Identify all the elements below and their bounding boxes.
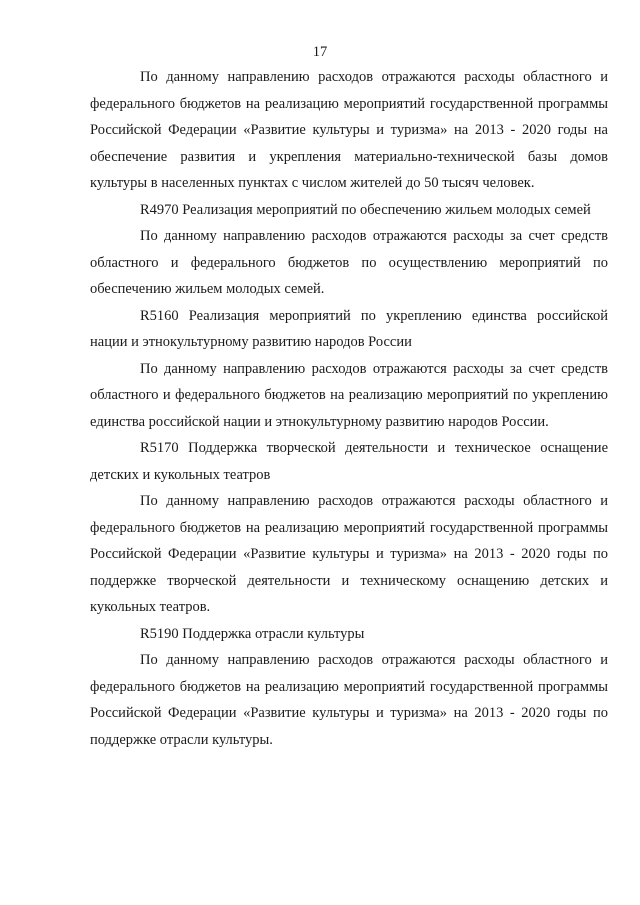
- paragraph-description: По данному направлению расходов отражаются расходы за счет средств областного и федерального бюджетов на реализацию мероприятий по укреплению единства российской нации и этнокультурному развитию народов России.: [90, 360, 608, 430]
- document-body: [90, 64, 608, 753]
- paragraph-description: По данному направлению расходов отражаются расходы областного и федерального бюджетов на реализацию мероприятий государственной программы Российской Федерации «Развитие культуры и туризма» на 2013 - 2020 годы по поддержке отрасли культуры.: [90, 652, 608, 748]
- page-number: 17: [312, 44, 328, 60]
- heading-r5160: R5160 Реализация мероприятий по укреплению единства российской нации и этнокультурному развитию народов России: [90, 307, 608, 350]
- paragraph-description: По данному направлению расходов отражаются расходы областного и федерального бюджетов на реализацию мероприятий государственной программы Российской Федерации «Развитие культуры и туризма» на 2013 - 2020 годы по поддержке творческой деятельности и техническому оснащению детских и кукольных театров.: [90, 493, 608, 615]
- heading-r5170: R5170 Поддержка творческой деятельности и техническое оснащение детских и кукольных театров: [90, 440, 608, 483]
- heading-r4970: R4970 Реализация мероприятий по обеспечению жильем молодых семей: [140, 201, 591, 218]
- paragraph-description: По данному направлению расходов отражаются расходы за счет средств областного и федерального бюджетов по осуществлению мероприятий по обеспечению жильем молодых семей.: [90, 228, 608, 297]
- paragraph-description: По данному направлению расходов отражаются расходы областного и федерального бюджетов на реализацию мероприятий государственной программы Российской Федерации «Развитие культуры и туризма» на 2013 - 2020 годы на обеспечение развития и укрепления материально-технической базы домов культуры в населенных пунктах с числом жителей до 50 тысяч человек.: [90, 69, 608, 191]
- heading-r5190: R5190 Поддержка отрасли культуры: [140, 625, 365, 642]
